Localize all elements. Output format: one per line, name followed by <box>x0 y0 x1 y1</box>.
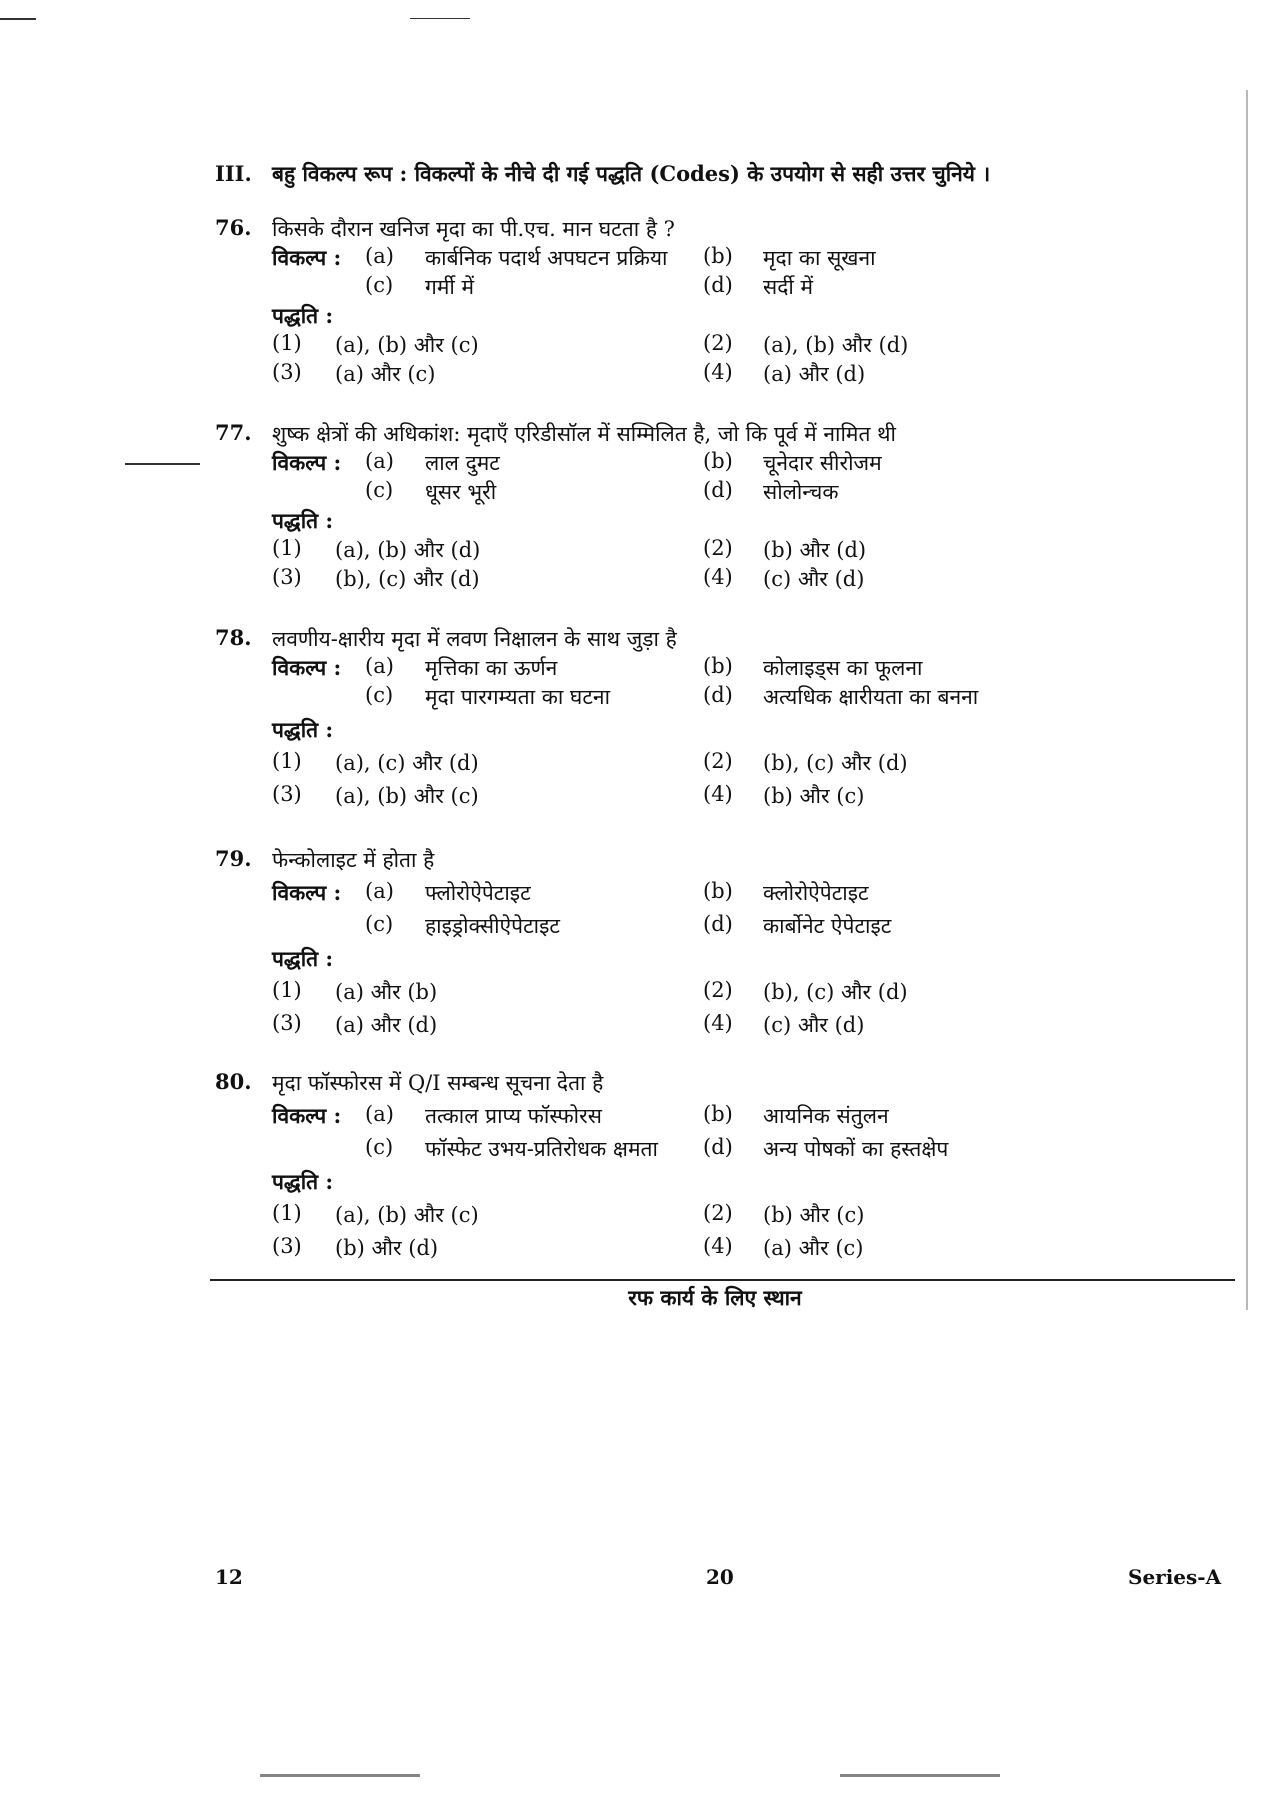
option-a: कार्बनिक पदार्थ अपघटन प्रक्रिया <box>425 246 668 270</box>
option-label-a: (a) <box>365 654 394 678</box>
footer-left-number: 12 <box>215 1565 243 1589</box>
question-text: मृदा फॉस्फोरस में Q/I सम्बन्ध सूचना देता है <box>272 1071 604 1095</box>
scan-mark <box>0 18 36 20</box>
option-a: मृत्तिका का ऊर्णन <box>425 656 558 680</box>
option-d: अत्यधिक क्षारीयता का बनना <box>763 685 979 709</box>
code-2: (b), (c) और (d) <box>763 980 908 1004</box>
option-c: गर्मी में <box>425 275 475 299</box>
scan-edge <box>1246 90 1248 1310</box>
option-label-d: (d) <box>703 478 733 502</box>
question-76 <box>215 215 1215 389</box>
option-label-a: (a) <box>365 879 394 903</box>
code-1: (a), (b) और (c) <box>335 1203 479 1227</box>
option-label-b: (b) <box>703 654 733 678</box>
option-label-c: (c) <box>365 478 394 502</box>
paddhati-label: पद्धति : <box>272 303 334 328</box>
divider-rule <box>210 1279 1235 1281</box>
code-4: (c) और (d) <box>763 567 865 591</box>
option-d: सोलोन्चक <box>763 480 839 504</box>
option-label-b: (b) <box>703 1102 733 1126</box>
code-label-1: (1) <box>272 331 302 355</box>
option-label-d: (d) <box>703 273 733 297</box>
code-2: (a), (b) और (d) <box>763 333 909 357</box>
paddhati-label: पद्धति : <box>272 508 334 533</box>
option-label-c: (c) <box>365 273 394 297</box>
code-label-2: (2) <box>703 749 733 773</box>
code-3: (a) और (d) <box>335 1013 438 1037</box>
option-a: लाल दुमट <box>425 451 500 475</box>
option-label-a: (a) <box>365 1102 394 1126</box>
vikalp-label: विकल्प : <box>272 245 342 270</box>
option-c: धूसर भूरी <box>425 480 497 504</box>
code-1: (a), (c) और (d) <box>335 751 479 775</box>
code-label-4: (4) <box>703 782 733 806</box>
option-c: फॉस्फेट उभय-प्रतिरोधक क्षमता <box>425 1137 658 1161</box>
question-text: लवणीय-क्षारीय मृदा में लवण निक्षालन के साथ जुड़ा है <box>272 627 677 651</box>
code-4: (a) और (d) <box>763 362 866 386</box>
code-label-1: (1) <box>272 1201 302 1225</box>
option-label-d: (d) <box>703 683 733 707</box>
code-1: (a), (b) और (c) <box>335 333 479 357</box>
option-label-c: (c) <box>365 683 394 707</box>
code-label-1: (1) <box>272 749 302 773</box>
question-number: 76. <box>215 215 252 240</box>
option-b: मृदा का सूखना <box>763 246 876 270</box>
question-text: शुष्क क्षेत्रों की अधिकांश: मृदाएँ एरिडीसॉल में सम्मिलित है, जो कि पूर्व में नामित थी <box>272 422 896 446</box>
code-label-2: (2) <box>703 978 733 1002</box>
question-text: किसके दौरान खनिज मृदा का पी.एच. मान घटता है ? <box>272 217 675 241</box>
footer-series: Series-A <box>1128 1565 1222 1589</box>
scan-mark <box>410 18 470 19</box>
scan-mark <box>260 1774 420 1777</box>
question-78 <box>215 625 1215 811</box>
section-instruction <box>215 160 990 188</box>
rough-work-heading <box>0 1284 1270 1312</box>
option-b: चूनेदार सीरोजम <box>763 451 882 475</box>
option-b: क्लोरोऐपेटाइट <box>763 881 869 905</box>
section-text: बहु विकल्प रूप : विकल्पों के नीचे दी गई पद्धति (Codes) के उपयोग से सही उत्तर चुनिये । <box>272 161 991 186</box>
scan-mark <box>125 463 200 465</box>
section-number: III. <box>215 161 252 186</box>
code-2: (b) और (c) <box>763 1203 865 1227</box>
question-number: 77. <box>215 420 252 445</box>
option-a: फ्लोरोऐपेटाइट <box>425 881 531 905</box>
vikalp-label: विकल्प : <box>272 1103 342 1128</box>
scan-mark <box>840 1774 1000 1777</box>
code-label-4: (4) <box>703 1011 733 1035</box>
question-77 <box>215 420 1215 594</box>
option-label-d: (d) <box>703 1135 733 1159</box>
option-c: हाइड्रोक्सीऐपेटाइट <box>425 914 560 938</box>
code-1: (a) और (b) <box>335 980 438 1004</box>
code-label-4: (4) <box>703 360 733 384</box>
option-label-b: (b) <box>703 879 733 903</box>
vikalp-label: विकल्प : <box>272 655 342 680</box>
code-1: (a), (b) और (d) <box>335 538 481 562</box>
paddhati-label: पद्धति : <box>272 1169 334 1194</box>
rough-work-text: रफ कार्य के लिए स्थान <box>628 1285 802 1310</box>
option-label-c: (c) <box>365 1135 394 1159</box>
code-label-3: (3) <box>272 565 302 589</box>
code-3: (b), (c) और (d) <box>335 567 480 591</box>
code-label-2: (2) <box>703 1201 733 1225</box>
code-4: (a) और (c) <box>763 1236 864 1260</box>
code-label-1: (1) <box>272 978 302 1002</box>
code-4: (b) और (c) <box>763 784 865 808</box>
code-4: (c) और (d) <box>763 1013 865 1037</box>
option-d: अन्य पोषकों का हस्तक्षेप <box>763 1137 949 1161</box>
option-d: सर्दी में <box>763 275 814 299</box>
code-2: (b), (c) और (d) <box>763 751 908 775</box>
question-80 <box>215 1069 1215 1263</box>
vikalp-label: विकल्प : <box>272 450 342 475</box>
option-label-c: (c) <box>365 912 394 936</box>
code-label-1: (1) <box>272 536 302 560</box>
code-label-3: (3) <box>272 1234 302 1258</box>
option-b: कोलाइड्स का फूलना <box>763 656 923 680</box>
code-label-3: (3) <box>272 1011 302 1035</box>
code-3: (a) और (c) <box>335 362 436 386</box>
option-label-b: (b) <box>703 244 733 268</box>
paddhati-label: पद्धति : <box>272 946 334 971</box>
option-b: आयनिक संतुलन <box>763 1104 889 1128</box>
option-d: कार्बोनेट ऐपेटाइट <box>763 914 892 938</box>
code-label-4: (4) <box>703 1234 733 1258</box>
code-label-3: (3) <box>272 782 302 806</box>
code-label-2: (2) <box>703 536 733 560</box>
option-label-d: (d) <box>703 912 733 936</box>
question-text: फेन्कोलाइट में होता है <box>272 848 435 872</box>
option-label-a: (a) <box>365 449 394 473</box>
vikalp-label: विकल्प : <box>272 880 342 905</box>
question-79 <box>215 846 1215 1040</box>
code-label-2: (2) <box>703 331 733 355</box>
code-3: (a), (b) और (c) <box>335 784 479 808</box>
paddhati-label: पद्धति : <box>272 717 334 742</box>
question-number: 79. <box>215 846 252 871</box>
option-label-a: (a) <box>365 244 394 268</box>
footer-page-number: 20 <box>706 1565 734 1589</box>
code-3: (b) और (d) <box>335 1236 439 1260</box>
option-a: तत्काल प्राप्य फॉस्फोरस <box>425 1104 602 1128</box>
code-label-3: (3) <box>272 360 302 384</box>
code-label-4: (4) <box>703 565 733 589</box>
option-c: मृदा पारगम्यता का घटना <box>425 685 611 709</box>
question-number: 80. <box>215 1069 252 1094</box>
code-2: (b) और (d) <box>763 538 867 562</box>
question-number: 78. <box>215 625 252 650</box>
option-label-b: (b) <box>703 449 733 473</box>
